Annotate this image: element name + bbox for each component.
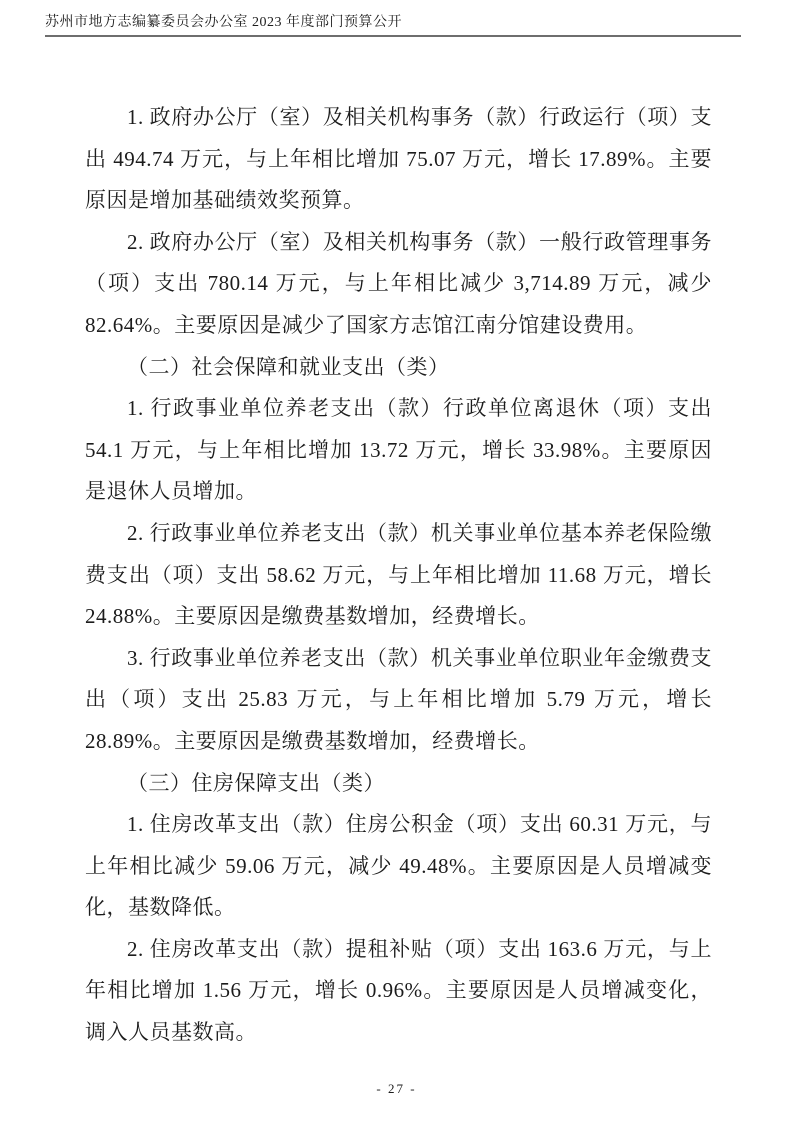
paragraph-housing-item-1: 1. 住房改革支出（款）住房公积金（项）支出 60.31 万元，与上年相比减少 59.06 万元，减少 49.48%。主要原因是人员增减变化，基数降低。 <box>85 812 712 920</box>
section-heading-social-security: （二）社会保障和就业支出（类） <box>127 354 450 379</box>
paragraph-expense-item-2: 2. 政府办公厅（室）及相关机构事务（款）一般行政管理事务（项）支出 780.14 万元，与上年相比减少 3,714.89 万元，减少 82.64%。主要原因是减少了国家方志馆江南分馆建设费用。 <box>85 229 712 337</box>
paragraph-expense-item-1: 1. 政府办公厅（室）及相关机构事务（款）行政运行（项）支出 494.74 万元，与上年相比增加 75.07 万元，增长 17.89%。主要原因是增加基础绩效奖预算。 <box>85 105 712 213</box>
paragraph-housing-item-2: 2. 住房改革支出（款）提租补贴（项）支出 163.6 万元，与上年相比增加 1.56 万元，增长 0.96%。主要原因是人员增减变化，调入人员基数高。 <box>85 936 712 1045</box>
paragraph-pension-item-1: 1. 行政事业单位养老支出（款）行政单位离退休（项）支出 54.1 万元，与上年相比增加 13.72 万元，增长 33.98%。主要原因是退休人员增加。 <box>85 396 712 504</box>
header-title: 苏州市地方志编纂委员会办公室 2023 年度部门预算公开 <box>45 15 402 30</box>
section-heading-housing: （三）住房保障支出（类） <box>127 770 385 795</box>
page-number: - 27 - <box>376 1081 417 1096</box>
document-header <box>45 15 741 37</box>
paragraph-pension-item-3: 3. 行政事业单位养老支出（款）机关事业单位职业年金缴费支出（项）支出 25.83 万元，与上年相比增加 5.79 万元，增长 28.89%。主要原因是缴费基数增加，经费增长。 <box>85 645 712 753</box>
paragraph-pension-item-2: 2. 行政事业单位养老支出（款）机关事业单位基本养老保险缴费支出（项）支出 58.62 万元，与上年相比增加 11.68 万元，增长 24.88%。主要原因是缴费基数增加，经费增长。 <box>85 520 712 629</box>
document-footer <box>0 1080 793 1098</box>
document-body <box>85 97 712 1054</box>
